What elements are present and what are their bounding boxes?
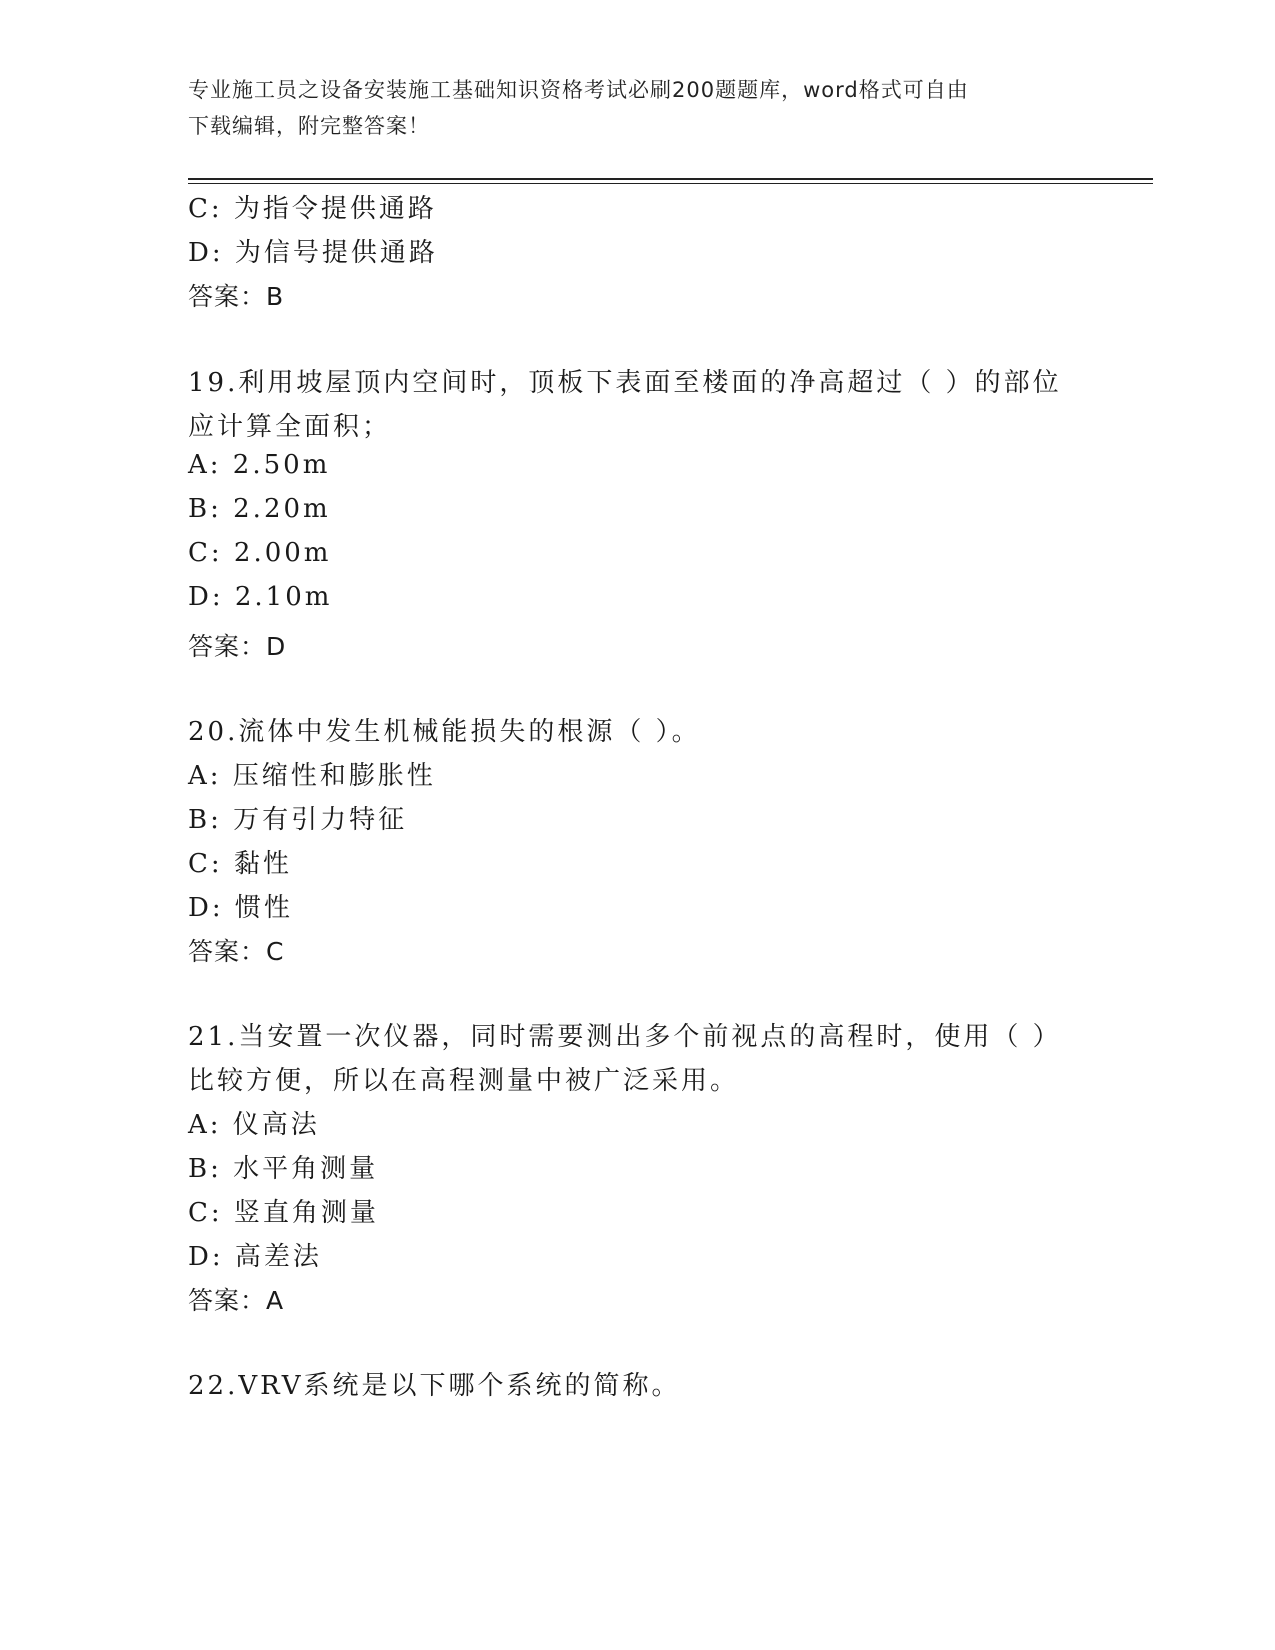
question-19-option-b: B: 2.20m	[188, 494, 331, 524]
question-20-option-c: C: 黏性	[188, 849, 292, 879]
question-21-text-line-1: 21.当安置一次仪器，同时需要测出多个前视点的高程时，使用（ ）	[188, 1022, 1062, 1052]
question-22-text: 22.VRV系统是以下哪个系统的简称。	[188, 1371, 681, 1401]
question-21-option-b: B: 水平角测量	[188, 1154, 379, 1184]
question-19-text-line-2: 应计算全面积；	[188, 412, 392, 442]
answer-line: 答案：B	[188, 282, 285, 311]
question-21-text-line-2: 比较方便，所以在高程测量中被广泛采用。	[188, 1066, 740, 1096]
option-d: D: 为信号提供通路	[188, 238, 438, 268]
question-19-option-c: C: 2.00m	[188, 538, 332, 568]
question-19-answer: 答案：D	[188, 632, 287, 661]
question-20-answer: 答案：C	[188, 937, 285, 966]
header-line-2: 下载编辑，附完整答案！	[188, 114, 430, 138]
question-19-option-a: A: 2.50m	[188, 450, 331, 480]
question-20-text: 20.流体中发生机械能损失的根源（ ）。	[188, 717, 701, 747]
header-divider-thin	[188, 183, 1153, 184]
question-21-answer: 答案：A	[188, 1286, 285, 1315]
question-21-option-d: D: 高差法	[188, 1242, 322, 1272]
question-21-option-c: C: 竖直角测量	[188, 1198, 379, 1228]
header-line-1: 专业施工员之设备安装施工基础知识资格考试必刷200题题库，word格式可自由	[188, 78, 969, 102]
header-divider-thick	[188, 178, 1153, 180]
question-20-option-b: B: 万有引力特征	[188, 805, 408, 835]
question-20-option-a: A: 压缩性和膨胀性	[188, 761, 436, 791]
option-c: C: 为指令提供通路	[188, 194, 437, 224]
document-header	[188, 72, 1068, 144]
question-20-option-d: D: 惯性	[188, 893, 293, 923]
question-19-option-d: D: 2.10m	[188, 582, 333, 612]
question-19-text-line-1: 19.利用坡屋顶内空间时，顶板下表面至楼面的净高超过（ ）的部位	[188, 368, 1062, 398]
question-21-option-a: A: 仪高法	[188, 1110, 320, 1140]
